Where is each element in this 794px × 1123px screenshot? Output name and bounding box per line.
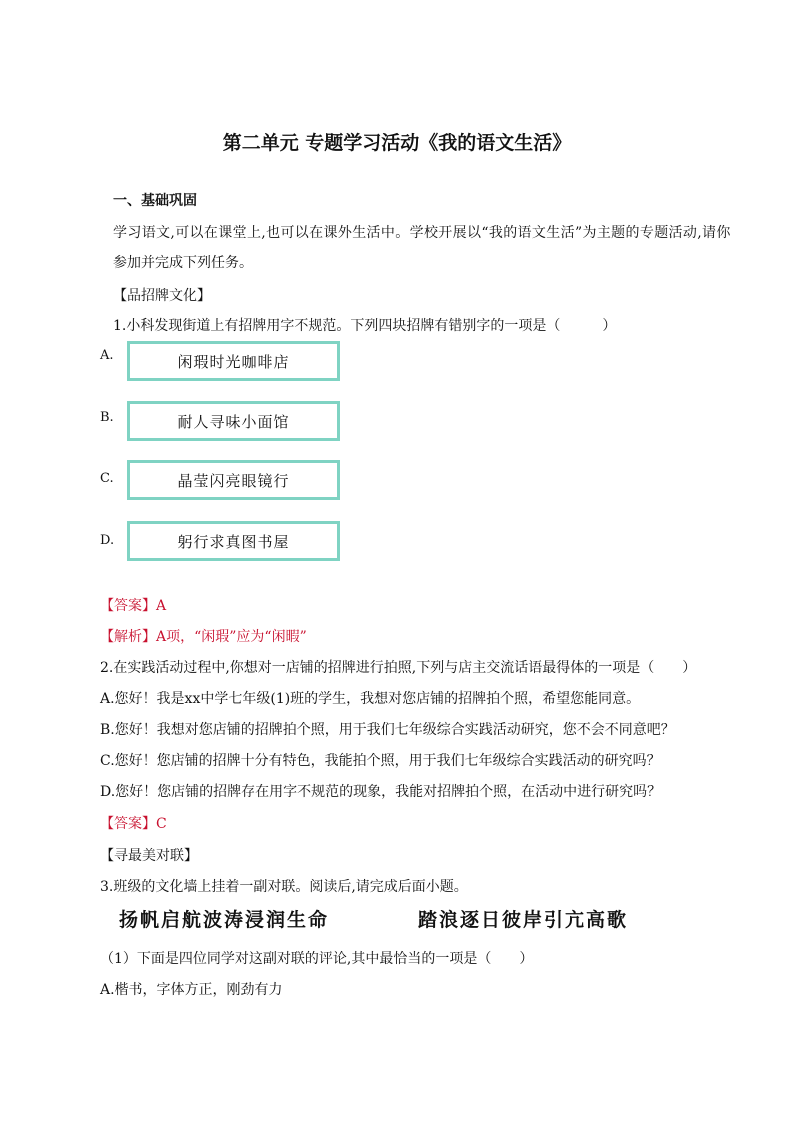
- explanation-1-tag: 【解析】: [100, 629, 156, 645]
- couplet-right: 踏浪逐日彼岸引亢高歌: [418, 909, 629, 931]
- task2-heading: 【寻最美对联】: [100, 848, 198, 864]
- option-d-label: D.: [100, 533, 115, 548]
- answer-2: [100, 813, 167, 833]
- signboard-c-text: 晶莹闪亮眼镜行: [177, 471, 290, 490]
- question-3: 3.班级的文化墙上挂着一副对联。阅读后,请完成后面小题。: [100, 879, 468, 895]
- option-a-label: A.: [100, 348, 114, 363]
- answer-1-tag: 【答案】: [100, 598, 156, 614]
- signboard-d-text: 躬行求真图书屋: [177, 532, 290, 551]
- signboard-b: [127, 401, 340, 441]
- signboard-a: [127, 341, 340, 381]
- signboard-c: [127, 460, 340, 500]
- q2-option-d: D.您好！您店铺的招牌存在用字不规范的现象，我能对招牌拍个照，在活动中进行研究吗？: [100, 784, 662, 800]
- task1-heading: 【品招牌文化】: [113, 288, 211, 304]
- answer-2-tag: 【答案】: [100, 816, 156, 832]
- answer-1: [100, 595, 166, 615]
- question-1: 1.小科发现街道上有招牌用字不规范。下列四块招牌有错别字的一项是（ ）: [113, 318, 617, 334]
- signboard-b-text: 耐人寻味小面馆: [177, 412, 290, 431]
- signboard-a-text: 闲瑕时光咖啡店: [177, 352, 290, 371]
- explanation-1-value: A项，“闲瑕”应为“闲暇”: [156, 629, 307, 645]
- signboard-d: [127, 521, 340, 561]
- option-c-label: C.: [100, 471, 114, 486]
- option-b-label: B.: [100, 410, 114, 425]
- explanation-1: [100, 626, 307, 646]
- question-3-1: （1）下面是四位同学对这副对联的评论,其中最恰当的一项是（ ）: [100, 951, 534, 967]
- q2-option-a: A.您好！我是xx中学七年级(1)班的学生，我想对您店铺的招牌拍个照，希望您能同意。: [100, 691, 641, 707]
- intro-line-2: 参加并完成下列任务。: [113, 255, 253, 271]
- q2-option-b: B.您好！我想对您店铺的招牌拍个照，用于我们七年级综合实践活动研究，您不会不同意吧？: [100, 722, 675, 738]
- intro-line-1: 学习语文,可以在课堂上,也可以在课外生活中。学校开展以“我的语文生活”为主题的专题活动,请你: [113, 225, 731, 241]
- question-2: 2.在实践活动过程中,你想对一店铺的招牌进行拍照,下列与店主交流话语最得体的一项是（ ）: [100, 660, 697, 676]
- couplet-left: 扬帆启航波涛浸润生命: [119, 909, 330, 931]
- page-title: 第二单元 专题学习活动《我的语文生活》: [222, 132, 572, 154]
- answer-2-value: C: [156, 816, 167, 832]
- q2-option-c: C.您好！您店铺的招牌十分有特色，我能拍个照，用于我们七年级综合实践活动的研究吗？: [100, 753, 661, 769]
- q3-1-option-a: A.楷书，字体方正，刚劲有力: [100, 982, 283, 998]
- section-heading: 一、基础巩固: [113, 193, 197, 209]
- answer-1-value: A: [156, 598, 167, 614]
